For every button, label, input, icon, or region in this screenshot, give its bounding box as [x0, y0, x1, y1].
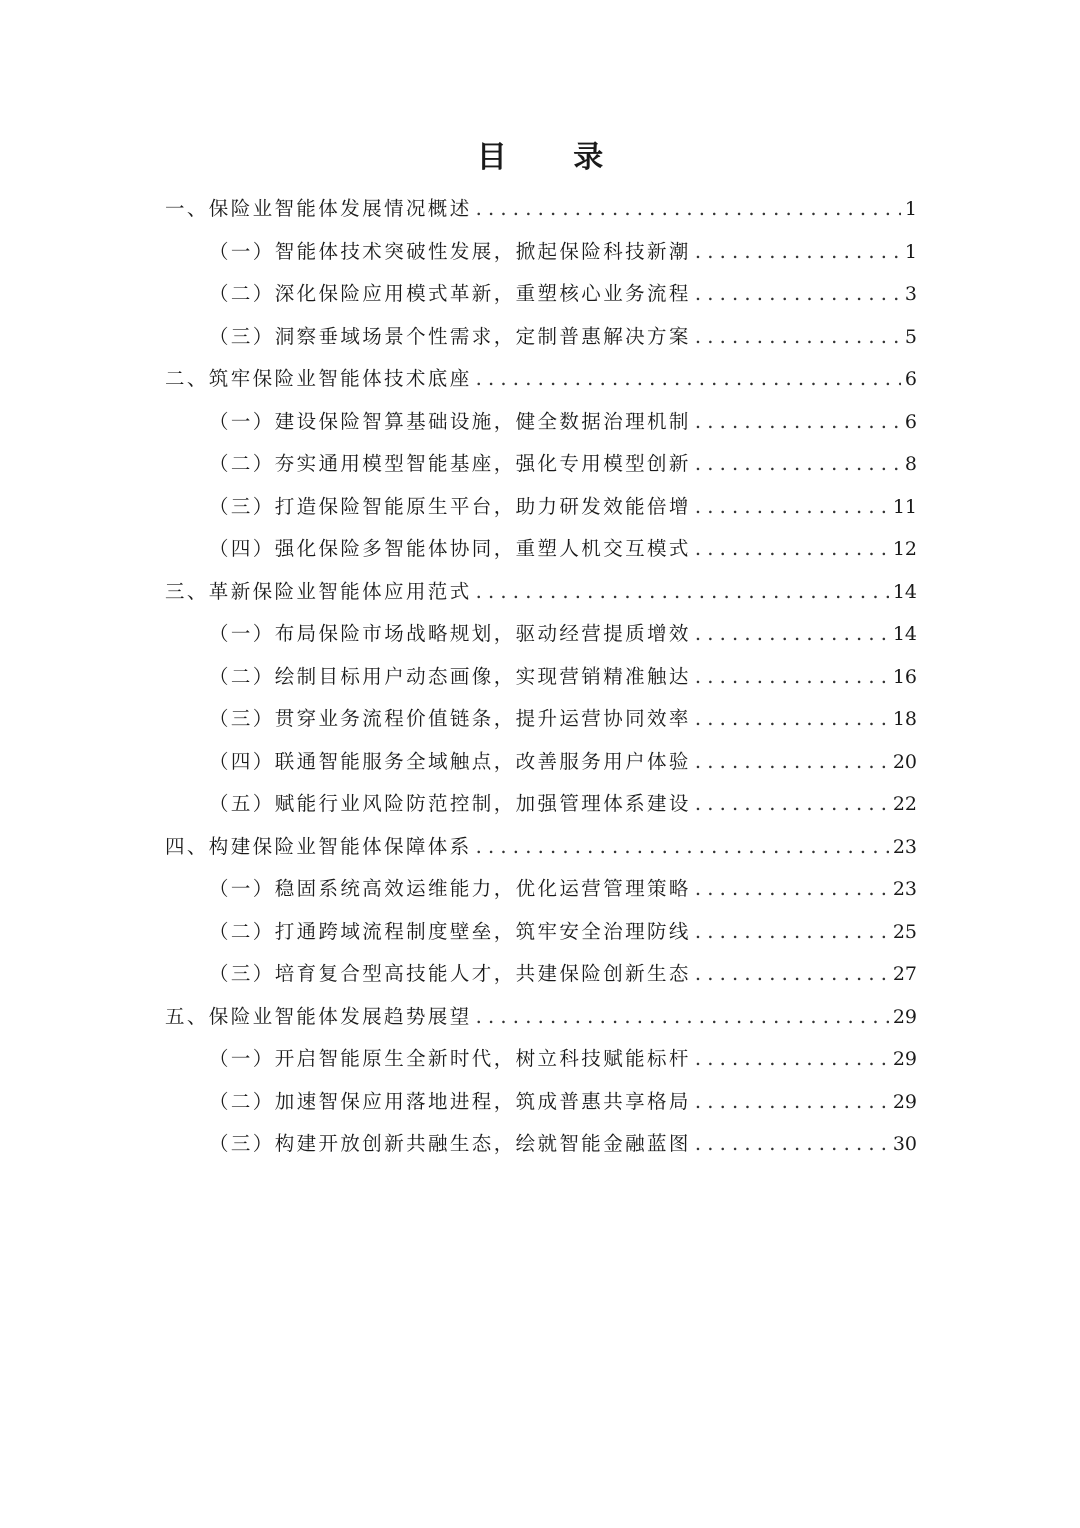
toc-page-number: 1 — [904, 198, 917, 220]
toc-dot-leader — [695, 783, 889, 826]
toc-dot-leader — [695, 613, 889, 656]
toc-dot-leader — [695, 1123, 889, 1166]
toc-page-number: 27 — [892, 963, 917, 985]
toc-entry — [165, 868, 917, 911]
toc-dot-leader — [695, 528, 889, 571]
toc-entry — [165, 231, 917, 274]
toc-dot-leader — [476, 358, 901, 401]
toc-dot-leader — [476, 996, 889, 1039]
toc-page-number: 14 — [892, 623, 917, 645]
toc-entry-label: （三）打造保险智能原生平台，助力研发效能倍增 — [209, 494, 691, 518]
toc-dot-leader — [695, 231, 901, 274]
toc-page-number: 30 — [892, 1133, 917, 1155]
toc-entry-label: （二）夯实通用模型智能基座，强化专用模型创新 — [209, 452, 691, 475]
toc-dot-leader — [695, 486, 889, 529]
toc-entry — [165, 528, 917, 571]
toc-page-number: 6 — [904, 410, 917, 433]
toc-dot-leader — [476, 571, 889, 614]
toc-page-number: 18 — [892, 708, 917, 730]
toc-entry — [165, 698, 917, 741]
toc-dot-leader — [695, 1038, 889, 1081]
toc-entry — [165, 273, 917, 316]
toc-page-number: 12 — [892, 538, 917, 560]
toc-entry — [165, 953, 917, 996]
toc-title: 目 录 — [476, 140, 632, 175]
toc-page-number: 29 — [892, 1048, 917, 1070]
toc-entry — [165, 443, 917, 486]
toc-page-number: 11 — [892, 495, 917, 518]
toc-entry-label: 四、构建保险业智能体保障体系 — [165, 834, 472, 858]
toc-entry — [165, 783, 917, 826]
toc-page-number: 29 — [892, 1090, 917, 1113]
toc-dot-leader — [695, 273, 901, 316]
toc-list — [165, 188, 917, 1166]
toc-entry-label: （四）强化保险多智能体协同，重塑人机交互模式 — [209, 537, 691, 560]
toc-page-number: 22 — [892, 793, 917, 815]
toc-entry — [165, 656, 917, 699]
toc-dot-leader — [695, 741, 889, 784]
toc-page-number: 29 — [892, 1005, 917, 1028]
toc-entry-label: （二）绘制目标用户动态画像，实现营销精准触达 — [209, 664, 691, 688]
toc-entry-label: （四）联通智能服务全域触点，改善服务用户体验 — [209, 749, 691, 773]
toc-entry — [165, 911, 917, 954]
toc-entry-label: （二）加速智保应用落地进程，筑成普惠共享格局 — [209, 1089, 691, 1113]
toc-page-number: 20 — [892, 750, 917, 773]
toc-dot-leader — [476, 188, 901, 231]
toc-dot-leader — [695, 656, 889, 699]
toc-entry — [165, 358, 917, 401]
toc-entry — [165, 996, 917, 1039]
toc-entry — [165, 1038, 917, 1081]
toc-dot-leader — [695, 868, 889, 911]
toc-page-number: 8 — [904, 453, 917, 475]
toc-dot-leader — [695, 953, 889, 996]
toc-dot-leader — [695, 401, 901, 444]
toc-entry — [165, 316, 917, 359]
toc-page-number: 16 — [892, 665, 917, 688]
toc-entry — [165, 188, 917, 231]
toc-dot-leader — [695, 443, 901, 486]
toc-page-number: 23 — [892, 878, 917, 900]
toc-entry — [165, 486, 917, 529]
toc-entry-label: （二）打通跨域流程制度壁垒，筑牢安全治理防线 — [209, 919, 691, 943]
toc-entry — [165, 613, 917, 656]
toc-page-number: 5 — [904, 325, 917, 348]
toc-page-number: 25 — [892, 920, 917, 943]
toc-entry-label: （三）培育复合型高技能人才，共建保险创新生态 — [209, 962, 691, 985]
toc-entry-label: （一）智能体技术突破性发展，掀起保险科技新潮 — [209, 239, 691, 263]
toc-entry-label: （三）贯穿业务流程价值链条，提升运营协同效率 — [209, 707, 691, 730]
toc-entry — [165, 826, 917, 869]
toc-page-number: 1 — [904, 240, 917, 263]
toc-entry-label: 一、保险业智能体发展情况概述 — [165, 197, 472, 220]
toc-entry — [165, 1123, 917, 1166]
toc-entry-label: 二、筑牢保险业智能体技术底座 — [165, 367, 472, 390]
toc-dot-leader — [476, 826, 889, 869]
toc-entry-label: （一）建设保险智算基础设施，健全数据治理机制 — [209, 409, 691, 433]
toc-entry-label: （二）深化保险应用模式革新，重塑核心业务流程 — [209, 282, 691, 305]
toc-entry-label: （三）洞察垂域场景个性需求，定制普惠解决方案 — [209, 324, 691, 348]
toc-entry — [165, 1081, 917, 1124]
toc-dot-leader — [695, 316, 901, 359]
toc-dot-leader — [695, 1081, 889, 1124]
toc-entry-label: （一）布局保险市场战略规划，驱动经营提质增效 — [209, 622, 691, 645]
toc-dot-leader — [695, 911, 889, 954]
toc-entry — [165, 571, 917, 614]
toc-entry-label: 三、革新保险业智能体应用范式 — [165, 579, 472, 603]
toc-entry-label: （三）构建开放创新共融生态，绘就智能金融蓝图 — [209, 1132, 691, 1155]
toc-entry-label: （一）稳固系统高效运维能力，优化运营管理策略 — [209, 877, 691, 900]
toc-page-number: 3 — [904, 283, 917, 305]
toc-page-number: 6 — [904, 368, 917, 390]
toc-entry-label: （一）开启智能原生全新时代，树立科技赋能标杆 — [209, 1047, 691, 1070]
toc-dot-leader — [695, 698, 889, 741]
toc-entry — [165, 401, 917, 444]
toc-entry — [165, 741, 917, 784]
toc-page-number: 14 — [892, 580, 917, 603]
toc-entry-label: （五）赋能行业风险防范控制，加强管理体系建设 — [209, 792, 691, 815]
toc-page-number: 23 — [892, 835, 917, 858]
toc-entry-label: 五、保险业智能体发展趋势展望 — [165, 1004, 472, 1028]
